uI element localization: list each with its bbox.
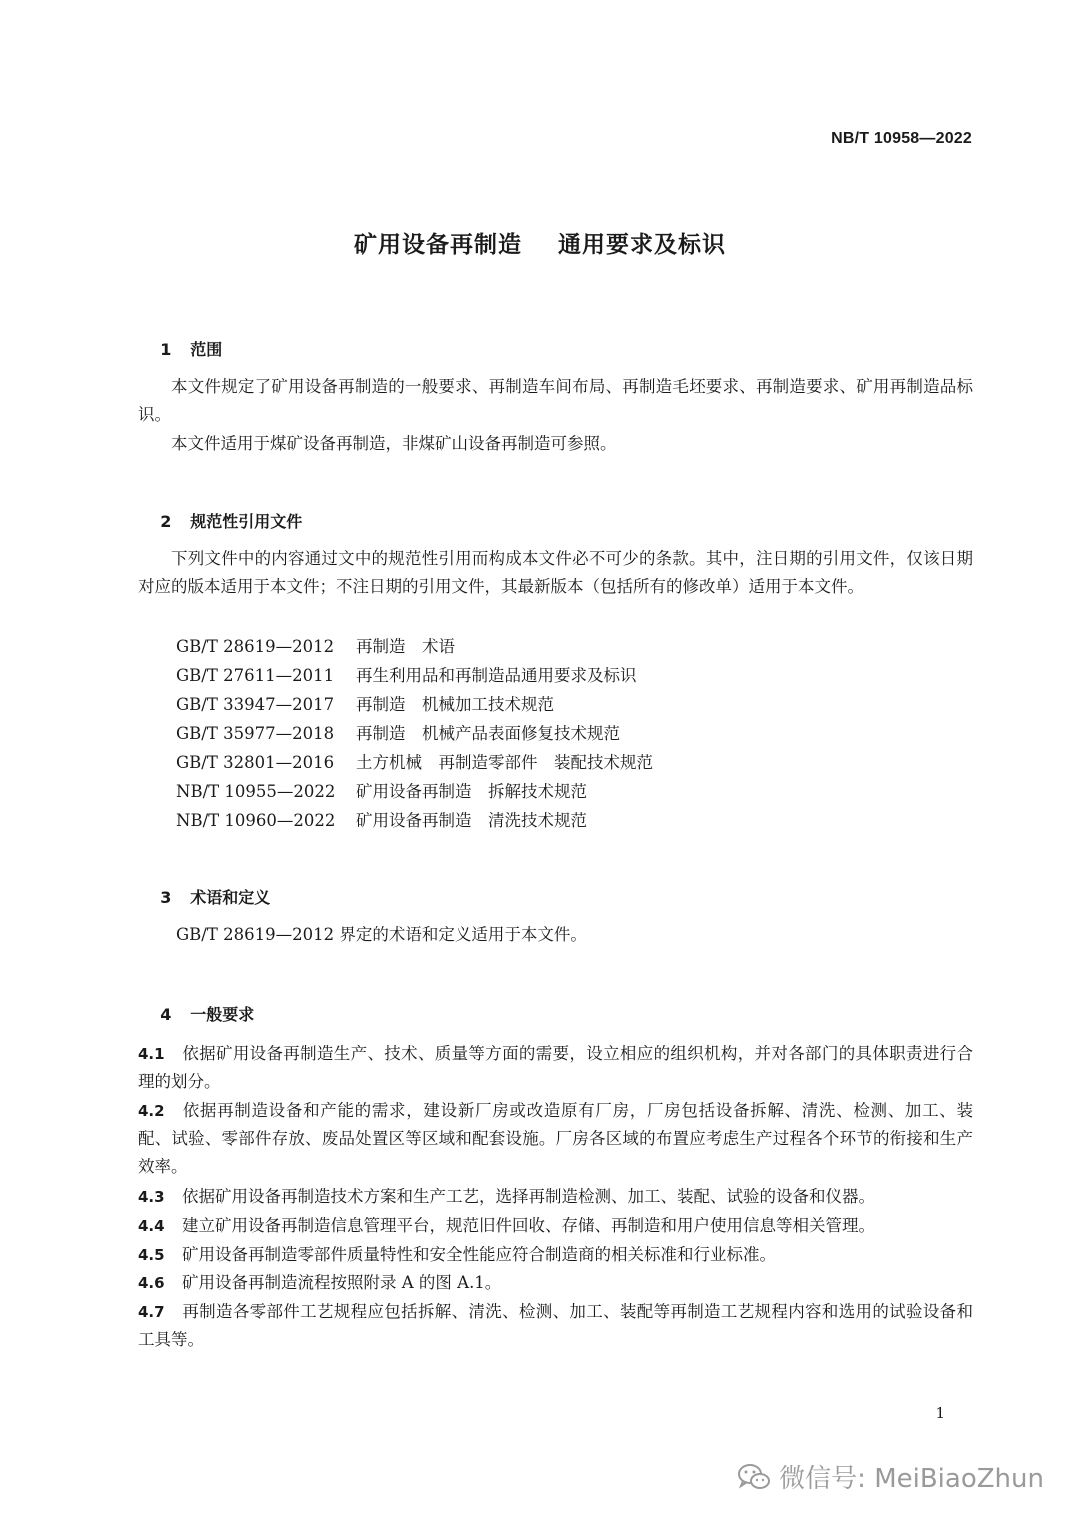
clause-text: 依据再制造设备和产能的需求，建设新厂房或改造原有厂房，厂房包括设备拆解、清洗、检测、加工、装配、试验、零部件存放、废品处置区等区域和配套设施。厂房各区域的布置应考虑生产过程各个环节的衔接和生产效率。 (138, 1101, 973, 1176)
list-item (176, 777, 653, 806)
clause-text: 依据矿用设备再制造技术方案和生产工艺，选择再制造检测、加工、装配、试验的设备和仪器。 (182, 1187, 875, 1206)
reference-code: GB/T 27611—2011 (176, 666, 335, 685)
clause-text: 建立矿用设备再制造信息管理平台，规范旧件回收、存储、再制造和用户使用信息等相关管理。 (182, 1216, 875, 1235)
document-title: 矿用设备再制造 通用要求及标识 (353, 232, 727, 258)
normative-reference-list (176, 632, 653, 835)
clause-number: 4.6 (138, 1274, 165, 1292)
section-title: 术语和定义 (190, 888, 271, 907)
clause-text: 依据矿用设备再制造生产、技术、质量等方面的需要，设立相应的组织机构，并对各部门的具体职责进行合理的划分。 (138, 1044, 973, 1091)
reference-title: 再生利用品和再制造品通用要求及标识 (356, 666, 637, 685)
list-item (176, 661, 653, 690)
list-item (176, 632, 653, 661)
list-item (176, 748, 653, 777)
section-title: 范围 (190, 340, 223, 359)
section-3-paragraph-1: GB/T 28619—2012 界定的术语和定义适用于本文件。 (176, 925, 587, 944)
reference-code: GB/T 35977—2018 (176, 724, 335, 743)
standard-code: NB/T 10958—2022 (831, 130, 972, 147)
reference-code: GB/T 28619—2012 (176, 637, 335, 656)
reference-code: GB/T 32801—2016 (176, 753, 335, 772)
reference-code: NB/T 10955—2022 (176, 782, 336, 801)
section-title: 一般要求 (190, 1005, 255, 1024)
requirement-4-4 (138, 1212, 973, 1240)
reference-title: 再制造 术语 (356, 637, 455, 656)
clause-number: 4.1 (138, 1045, 165, 1063)
section-number: 4 (160, 1005, 172, 1024)
reference-title: 土方机械 再制造零部件 装配技术规范 (356, 753, 653, 772)
section-1-paragraph-2: 本文件适用于煤矿设备再制造，非煤矿山设备再制造可参照。 (171, 434, 617, 453)
clause-number: 4.3 (138, 1188, 165, 1206)
section-3-heading (138, 866, 270, 927)
reference-code: GB/T 33947—2017 (176, 695, 335, 714)
page-number: 1 (935, 1404, 945, 1422)
clause-text: 再制造各零部件工艺规程应包括拆解、清洗、检测、加工、装配等再制造工艺规程内容和选用的试验设备和工具等。 (138, 1302, 973, 1349)
watermark-text: 微信号: MeiBiaoZhun (779, 1464, 1044, 1494)
section-1-heading (138, 318, 222, 379)
section-title: 规范性引用文件 (190, 512, 303, 531)
requirement-4-6 (138, 1269, 973, 1297)
section-1-paragraph-1: 本文件规定了矿用设备再制造的一般要求、再制造车间布局、再制造毛坯要求、再制造要求、矿用再制造品标识。 (138, 377, 973, 424)
requirement-4-7 (138, 1298, 973, 1354)
wechat-icon (737, 1462, 771, 1492)
clause-number: 4.4 (138, 1217, 165, 1235)
clause-text: 矿用设备再制造零部件质量特性和安全性能应符合制造商的相关标准和行业标准。 (182, 1245, 776, 1264)
requirement-4-2 (138, 1097, 973, 1181)
watermark (737, 1458, 1044, 1495)
section-4-heading (138, 983, 254, 1044)
reference-title: 矿用设备再制造 拆解技术规范 (356, 782, 587, 801)
clause-number: 4.5 (138, 1246, 165, 1264)
clause-number: 4.2 (138, 1102, 165, 1120)
section-number: 1 (160, 340, 172, 359)
clause-number: 4.7 (138, 1303, 165, 1321)
section-2-paragraph-1: 下列文件中的内容通过文中的规范性引用而构成本文件必不可少的条款。其中，注日期的引用文件，仅该日期对应的版本适用于本文件；不注日期的引用文件，其最新版本（包括所有的修改单）适用于本文件。 (138, 549, 973, 596)
reference-title: 再制造 机械加工技术规范 (356, 695, 554, 714)
section-2-heading (138, 490, 302, 551)
list-item (176, 806, 653, 835)
reference-code: NB/T 10960—2022 (176, 811, 336, 830)
reference-title: 再制造 机械产品表面修复技术规范 (356, 724, 620, 743)
requirement-4-5 (138, 1241, 973, 1269)
requirement-4-3 (138, 1183, 973, 1211)
list-item (176, 719, 653, 748)
requirement-4-1 (138, 1040, 973, 1096)
clause-text: 矿用设备再制造流程按照附录 A 的图 A.1。 (182, 1273, 502, 1292)
section-number: 2 (160, 512, 172, 531)
reference-title: 矿用设备再制造 清洗技术规范 (356, 811, 587, 830)
section-number: 3 (160, 888, 172, 907)
list-item (176, 690, 653, 719)
